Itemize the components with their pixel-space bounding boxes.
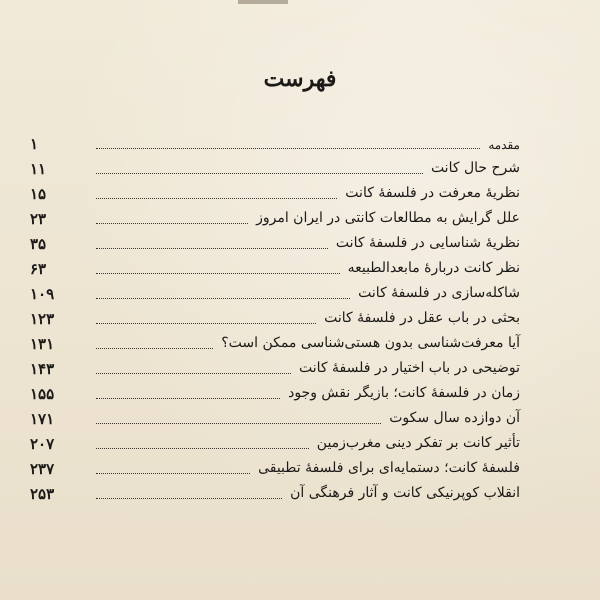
toc-dot-leader: [96, 273, 340, 274]
toc-entry-page-number: ۱۰۹: [30, 285, 55, 303]
toc-dot-leader: [96, 198, 337, 199]
table-of-contents: [30, 130, 520, 505]
toc-entry-title: شرح حال کانت: [430, 160, 520, 176]
toc-entry-page-number: ۱۳۱: [30, 335, 55, 353]
toc-entry-page-number: ۱۷۱: [30, 410, 55, 428]
toc-entry-title: تأثیر کانت بر تفکر دینی مغرب‌زمین: [316, 435, 520, 451]
toc-dot-leader: [96, 373, 291, 374]
toc-entry-title: علل گرایش به مطالعات کانتی در ایران امروز: [256, 210, 520, 226]
toc-entry-title: مقدمه: [488, 138, 520, 152]
page-edge-mark: [238, 0, 288, 4]
toc-entry: [30, 330, 520, 355]
toc-entry-title: نظریهٔ شناسایی در فلسفهٔ کانت: [335, 235, 520, 251]
toc-dot-leader: [96, 248, 328, 249]
toc-dot-leader: [96, 448, 309, 449]
toc-entry: [30, 480, 520, 505]
toc-entry-page-number: ۱۵: [30, 185, 47, 203]
toc-entry-title: آیا معرفت‌شناسی بدون هستی‌شناسی ممکن است؟: [221, 335, 520, 351]
toc-entry: [30, 230, 520, 255]
toc-entry: [30, 280, 520, 305]
toc-entry-title: انقلاب کوپرنیکی کانت و آثار فرهنگی آن: [290, 485, 520, 501]
toc-entry-title: شاکله‌سازی در فلسفهٔ کانت: [358, 285, 520, 301]
toc-entry-title: نظریهٔ معرفت در فلسفهٔ کانت: [345, 185, 520, 201]
toc-dot-leader: [96, 398, 280, 399]
toc-entry-page-number: ۱۵۵: [30, 385, 55, 403]
toc-entry-page-number: ۲۵۳: [30, 485, 55, 503]
toc-dot-leader: [96, 323, 316, 324]
toc-dot-leader: [96, 148, 480, 149]
toc-entry-page-number: ۱: [30, 135, 39, 153]
toc-dot-leader: [96, 498, 282, 499]
toc-entry-page-number: ۲۳: [30, 210, 47, 228]
toc-entry: [30, 180, 520, 205]
toc-dot-leader: [96, 473, 250, 474]
toc-entry-page-number: ۳۵: [30, 235, 47, 253]
toc-entry-page-number: ۲۳۷: [30, 460, 55, 478]
toc-entry: [30, 155, 520, 180]
toc-entry: [30, 355, 520, 380]
toc-entry-title: بحثی در باب عقل در فلسفهٔ کانت: [324, 310, 520, 326]
toc-entry-title: نظر کانت دربارهٔ مابعدالطبیعه: [347, 260, 520, 276]
toc-entry-page-number: ۱۱: [30, 160, 47, 178]
toc-entry: [30, 130, 520, 155]
toc-entry: [30, 455, 520, 480]
toc-entry-title: توضیحی در باب اختیار در فلسفهٔ کانت: [299, 360, 520, 376]
toc-entry: [30, 255, 520, 280]
toc-entry: [30, 305, 520, 330]
toc-dot-leader: [96, 423, 381, 424]
toc-entry-page-number: ۶۳: [30, 260, 47, 278]
toc-entry: [30, 430, 520, 455]
toc-entry: [30, 380, 520, 405]
toc-entry: [30, 205, 520, 230]
toc-dot-leader: [96, 348, 213, 349]
toc-entry: [30, 405, 520, 430]
toc-entry-page-number: ۱۲۳: [30, 310, 55, 328]
toc-entry-page-number: ۱۴۳: [30, 360, 55, 378]
toc-entry-title: فلسفهٔ کانت؛ دستمایه‌ای برای فلسفهٔ تطبیقی: [258, 460, 520, 476]
toc-entry-title: آن دوازده سال سکوت: [389, 410, 520, 426]
toc-dot-leader: [96, 173, 423, 174]
toc-entry-page-number: ۲۰۷: [30, 435, 55, 453]
page-title: فهرست: [263, 66, 337, 92]
toc-dot-leader: [96, 223, 248, 224]
toc-entry-title: زمان در فلسفهٔ کانت؛ بازیگر نقش وجود: [288, 385, 520, 401]
toc-dot-leader: [96, 298, 350, 299]
